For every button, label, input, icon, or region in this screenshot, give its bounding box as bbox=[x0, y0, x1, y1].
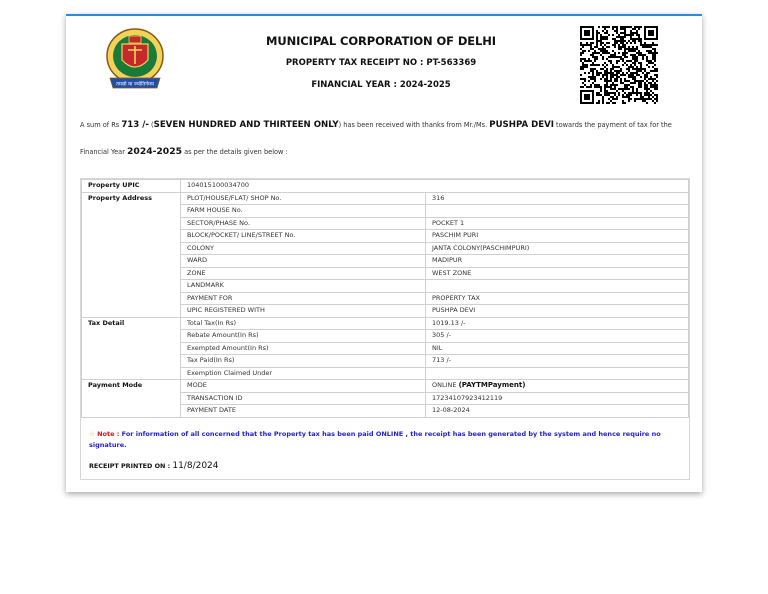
field-label: Rebate Amount(In Rs) bbox=[181, 330, 426, 343]
field-label: ZONE bbox=[181, 267, 426, 280]
field-label: Total Tax(In Rs) bbox=[181, 317, 426, 330]
field-value: WEST ZONE bbox=[426, 267, 689, 280]
summary-text: A sum of Rs bbox=[80, 121, 122, 129]
star-icon: ☆ bbox=[89, 430, 95, 438]
field-label: UPIC REGISTERED WITH bbox=[181, 305, 426, 318]
mcd-emblem-logo bbox=[102, 26, 168, 94]
logo-motto: तमसो मा ज्योतिर्गमय bbox=[116, 81, 154, 88]
note bbox=[89, 429, 679, 451]
field-label: WARD bbox=[181, 255, 426, 268]
field-value-extra: (PAYTMPayment) bbox=[458, 381, 526, 390]
table-row bbox=[82, 380, 689, 393]
financial-year: 2024-2025 bbox=[127, 146, 182, 157]
field-value: 713 /- bbox=[426, 355, 689, 368]
summary-text: towards the payment of tax for the bbox=[553, 121, 672, 129]
field-value: 12-08-2024 bbox=[426, 405, 689, 418]
field-label: PLOT/HOUSE/FLAT/ SHOP No. bbox=[181, 192, 426, 205]
summary-text: ( bbox=[148, 121, 154, 129]
receipt-printed-on bbox=[89, 461, 219, 471]
field-value bbox=[426, 205, 689, 218]
field-value: POCKET 1 bbox=[426, 217, 689, 230]
field-label: Exempted Amount(In Rs) bbox=[181, 342, 426, 355]
section-label: Property Address bbox=[82, 192, 181, 317]
field-label: MODE bbox=[181, 380, 426, 393]
note-text: For information of all concerned that the Property tax has been paid ONLINE , the receipt has been generated by the system and hence require no signature. bbox=[89, 430, 661, 449]
field-value: 316 bbox=[426, 192, 689, 205]
financial-year-heading: FINANCIAL YEAR : 2024-2025 bbox=[311, 80, 451, 90]
field-value: PUSHPA DEVI bbox=[426, 305, 689, 318]
printed-label: RECEIPT PRINTED ON : bbox=[89, 462, 173, 470]
field-label: PAYMENT DATE bbox=[181, 405, 426, 418]
section-label: Tax Detail bbox=[82, 317, 181, 380]
receipt-card bbox=[66, 14, 702, 492]
field-value: 305 /- bbox=[426, 330, 689, 343]
payment-summary-line-1 bbox=[80, 120, 690, 130]
field-value: 17234107923412119 bbox=[426, 392, 689, 405]
field-label: Tax Paid(In Rs) bbox=[181, 355, 426, 368]
payer-name: PUSHPA DEVI bbox=[489, 120, 554, 130]
table-row bbox=[82, 317, 689, 330]
qr-code-icon bbox=[580, 26, 658, 104]
printed-date: 11/8/2024 bbox=[172, 461, 219, 471]
summary-text: ) has been received with thanks from Mr./Ms. bbox=[338, 121, 490, 129]
field-label: BLOCK/POCKET/ LINE/STREET No. bbox=[181, 230, 426, 243]
field-value bbox=[426, 367, 689, 380]
field-label: SECTOR/PHASE No. bbox=[181, 217, 426, 230]
org-title: MUNICIPAL CORPORATION OF DELHI bbox=[266, 34, 496, 48]
summary-text: as per the details given below : bbox=[182, 148, 288, 156]
field-label: Exemption Claimed Under bbox=[181, 367, 426, 380]
field-label: FARM HOUSE No. bbox=[181, 205, 426, 218]
field-value: 1019.13 /- bbox=[426, 317, 689, 330]
receipt-number: PROPERTY TAX RECEIPT NO : PT-563369 bbox=[285, 58, 477, 68]
field-value: NIL bbox=[426, 342, 689, 355]
field-value: MADIPUR bbox=[426, 255, 689, 268]
section-label: Property UPIC bbox=[82, 180, 181, 193]
receipt-details-box bbox=[80, 178, 690, 480]
field-label: TRANSACTION ID bbox=[181, 392, 426, 405]
table-row bbox=[82, 192, 689, 205]
details-table bbox=[81, 179, 689, 418]
field-label: LANDMARK bbox=[181, 280, 426, 293]
section-label: Payment Mode bbox=[82, 380, 181, 418]
field-value bbox=[426, 380, 689, 393]
payment-summary-line-2 bbox=[80, 146, 690, 157]
field-value-text: ONLINE bbox=[432, 381, 457, 390]
field-label: PAYMENT FOR bbox=[181, 292, 426, 305]
field-value bbox=[426, 280, 689, 293]
field-value: PROPERTY TAX bbox=[426, 292, 689, 305]
field-value: PASCHIM PURI bbox=[426, 230, 689, 243]
summary-text: Financial Year bbox=[80, 148, 128, 156]
table-row bbox=[82, 180, 689, 193]
field-value: JANTA COLONY(PASCHIMPURI) bbox=[426, 242, 689, 255]
note-label: Note : bbox=[97, 430, 122, 438]
upic-value: 104015100034700 bbox=[181, 180, 689, 193]
amount-in-words: SEVEN HUNDRED AND THIRTEEN ONLY bbox=[153, 120, 339, 130]
amount: 713 /- bbox=[121, 120, 149, 130]
field-label: COLONY bbox=[181, 242, 426, 255]
